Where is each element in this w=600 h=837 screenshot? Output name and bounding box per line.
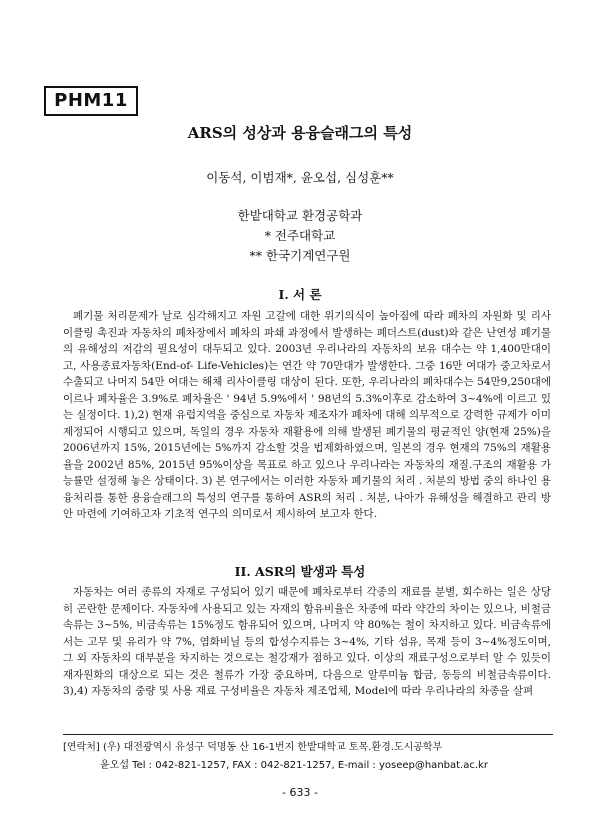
section-heading-asr: II. ASR의 발생과 특성 xyxy=(234,564,366,579)
authors: 이동석, 이범재*, 윤오섭, 심성훈** xyxy=(206,170,394,185)
contact-phone-email: 윤오섭 Tel : 042-821-1257, FAX : 042-821-1257, E-mail : yoseep@hanbat.ac.kr xyxy=(100,760,488,771)
affiliation-1: 한밭대학교 환경공학과 xyxy=(237,208,363,223)
section-heading-introduction: I. 서 론 xyxy=(278,287,322,302)
section-body-asr: 자동차는 여러 종류의 자재로 구성되어 있기 때문에 폐차로부터 각종의 재료를 분별, 회수하는 일은 상당히 곤란한 문제이다. 자동차에 사용되고 있는 자재의 함유비율은 차종에 따라 약간의 차이는 있으나, 비철금속류는 3~5%, 비금속류는 15%정도 함유되어 있으며, 나머지 약 80%는 철이 차지하고 있다. 비금속류에서는 고무 및 유리가 약 7%, 염화비닐 등의 합성수지류는 3~4%, 기타 섬유, 목재 등이 3~4%정도이며, 그 외 자동차의 대부분을 차지하는 것으로는 철강재가 점하고 있다. 이상의 재료구성으로부터 알 수 있듯이 재자원화의 대상으로 되는 것은 철류가 가장 중요하며, 다음으로 알루미늄 합금, 동등의 비철금속류이다. 3),4) 자동차의 중량 및 사용 재료 구성비율은 자동차 제조업체, Model에 따라 우리나라의 차종을 살펴 xyxy=(63,586,551,697)
contact-address: [연락처] (우) 대전광역시 유성구 덕명동 산 16-1번지 한밭대학교 토목.환경.도시공학부 xyxy=(63,742,443,753)
session-tag: PHM11 xyxy=(44,86,138,116)
section-body-introduction: 폐기물 처리문제가 날로 심각해지고 자원 고갈에 대한 위기의식이 높아짐에 따라 폐차의 자원화 및 리사이클링 촉진과 자동차의 폐차장에서 폐차의 파쇄 과정에서 발생하는 폐더스트(dust)와 같은 난연성 폐기물의 유해성의 저감의 필요성이 대두되고 있다. 2003년 우리나라의 자동차의 보유 대수는 약 1,400만대이고, 사용종료자동차(End-of- Life-Vehicles)는 연간 약 70만대가 발생한다. 그중 16만 여대가 중고차로서 수출되고 나머지 54만 여대는 해체 리사이클링 대상이 된다. 또한, 우리나라의 폐차대수는 54만9,250대에 이르나 폐차율은 3.9%로 폐차율은 ' 94년 5.9%에서 ' 98년의 5.3%이후로 감소하여 3~4%에 이르고 있는 실정이다. 1),2) 현재 유럽지역을 중심으로 자동차 제조자가 폐차에 대해 의무적으로 강력한 규제가 이미 제정되어 시행되고 있으며, 독일의 경우 자동차 재활용에 의해 발생된 폐기물의 평균적인 양(현재 25%)을 2006년까지 15%, 2015년에는 5%까지 감소할 것을 법제화하였으며, 일본의 경우 현재의 75%의 재활용율을 2002년 85%, 2015년 95%이상을 목표로 하고 있으나 우리나라는 자동차의 재질.구조의 재활용 가능률만 설정해 놓은 상태이다. 3) 본 연구에서는 이러한 자동차 폐기물의 처리 . 처분의 방법 중의 하나인 용융처리를 통한 용융슬래그의 특성의 연구를 통하여 ASR의 처리 . 처분, 나아가 유해성을 해결하고 관리 방안 마련에 기여하고자 기초적 연구의 의미로서 제시하여 보고자 한다. xyxy=(63,310,551,520)
footnote-divider xyxy=(63,734,553,735)
affiliation-3: ** 한국기계연구원 xyxy=(249,248,351,263)
page-number: - 633 - xyxy=(282,786,318,799)
paper-title: ARS의 성상과 용융슬래그의 특성 xyxy=(187,124,413,142)
affiliation-2: * 전주대학교 xyxy=(264,228,336,243)
